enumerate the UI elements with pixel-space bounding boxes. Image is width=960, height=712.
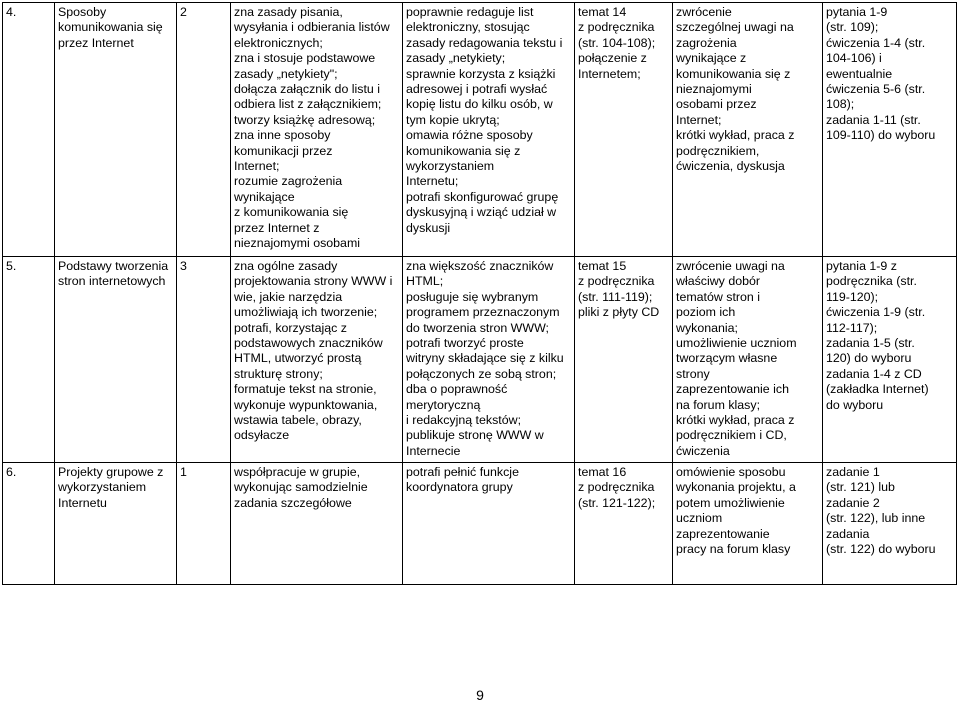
cell-lp: 5.	[3, 257, 55, 463]
cell-methods: zwrócenie uwagi na właściwy dobór tematów stron i poziom ich wykonania; umożliwienie uczniom tworzącym własne strony zaprezentowanie ich na forum klasy; krótki wykład, praca z podręcznikiem i CD, ćwiczenia	[673, 257, 823, 463]
cell-lp: 4.	[3, 3, 55, 257]
cell-topic: Podstawy tworzenia stron internetowych	[55, 257, 177, 463]
cell-topic: Sposoby komunikowania się przez Internet	[55, 3, 177, 257]
table-row	[3, 257, 957, 463]
cell-extended-requirements: potrafi pełnić funkcje koordynatora grupy	[403, 463, 575, 585]
cell-extended-requirements: zna większość znaczników HTML; posługuje się wybranym programem przeznaczonym do tworzenia stron WWW; potrafi tworzyć proste witryny składające się z kilku połączonych ze sobą stron; dba o poprawność merytoryczną i redakcyjną tekstów; publikuje stronę WWW w Internecie	[403, 257, 575, 463]
page-number: 9	[476, 687, 484, 703]
table-row	[3, 463, 957, 585]
cell-topic: Projekty grupowe z wykorzystaniem Internetu	[55, 463, 177, 585]
cell-extended-requirements: poprawnie redaguje list elektroniczny, stosując zasady redagowania tekstu i zasady „netykiety; sprawnie korzysta z książki adresowej i potrafi wysłać kopię listu do kilku osób, w tym kopie ukrytą; omawia różne sposoby komunikowania się z wykorzystaniem Internetu; potrafi skonfigurować grupę dyskusyjną i wziąć udział w dyskusji	[403, 3, 575, 257]
cell-lp: 6.	[3, 463, 55, 585]
cell-materials: temat 16 z podręcznika (str. 121-122);	[575, 463, 673, 585]
cell-hours: 2	[177, 3, 231, 257]
cell-materials: temat 15 z podręcznika (str. 111-119); pliki z płyty CD	[575, 257, 673, 463]
cell-basic-requirements: zna ogólne zasady projektowania strony WWW i wie, jakie narzędzia umożliwiają ich tworzenie; potrafi, korzystając z podstawowych znaczników HTML, utworzyć prostą strukturę strony; formatuje tekst na stronie, wykonuje wypunktowania, wstawia tabele, obrazy, odsyłacze	[231, 257, 403, 463]
cell-materials: temat 14 z podręcznika (str. 104-108); połączenie z Internetem;	[575, 3, 673, 257]
cell-hours: 1	[177, 463, 231, 585]
cell-hours: 3	[177, 257, 231, 463]
cell-methods: zwrócenie szczególnej uwagi na zagrożenia wynikające z komunikowania się z nieznajomymi osobami przez Internet; krótki wykład, praca z podręcznikiem, ćwiczenia, dyskusja	[673, 3, 823, 257]
cell-methods: omówienie sposobu wykonania projektu, a potem umożliwienie uczniom zaprezentowanie pracy na forum klasy	[673, 463, 823, 585]
cell-basic-requirements: współpracuje w grupie, wykonując samodzielnie zadania szczegółowe	[231, 463, 403, 585]
cell-exercises: pytania 1-9 z podręcznika (str. 119-120); ćwiczenia 1-9 (str. 112-117); zadania 1-5 (str. 120) do wyboru zadania 1-4 z CD (zakładka Internet) do wyboru	[823, 257, 957, 463]
curriculum-table	[2, 2, 957, 585]
cell-basic-requirements: zna zasady pisania, wysyłania i odbierania listów elektronicznych; zna i stosuje podstawowe zasady „netykiety"; dołącza załącznik do listu i odbiera list z załącznikiem; tworzy książkę adresową; zna inne sposoby komunikacji przez Internet; rozumie zagrożenia wynikające z komunikowania się przez Internet z nieznajomymi osobami	[231, 3, 403, 257]
table-row	[3, 3, 957, 257]
cell-exercises: pytania 1-9 (str. 109); ćwiczenia 1-4 (str. 104-106) i ewentualnie ćwiczenia 5-6 (str. 108); zadania 1-11 (str. 109-110) do wyboru	[823, 3, 957, 257]
cell-exercises: zadanie 1 (str. 121) lub zadanie 2 (str. 122), lub inne zadania (str. 122) do wyboru	[823, 463, 957, 585]
